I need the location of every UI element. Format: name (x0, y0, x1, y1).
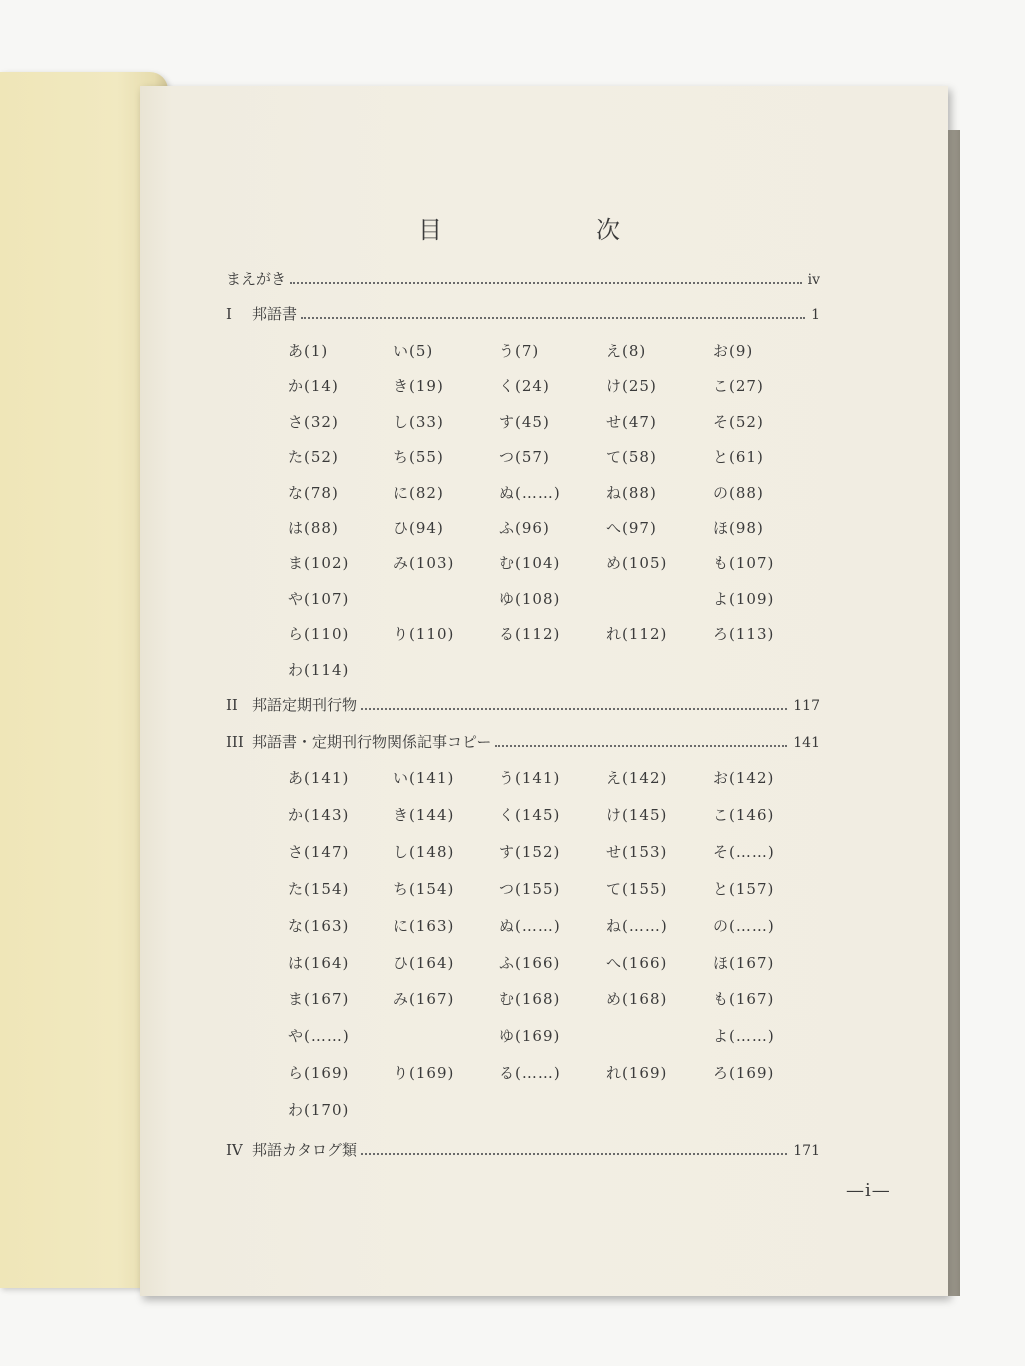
index-entry: る(112) (499, 625, 561, 644)
index-entry: て(155) (606, 879, 668, 898)
index-entry: や(……) (288, 1027, 350, 1046)
index-entry: む(168) (499, 990, 561, 1009)
index-entry: ち(154) (393, 879, 455, 898)
section-label: 邦語カタログ類 (252, 1141, 358, 1159)
index-entry: ゆ(108) (499, 589, 561, 608)
index-entry: る(……) (499, 1064, 561, 1083)
index-entry: す(45) (499, 412, 550, 431)
index-entry: よ(……) (713, 1027, 775, 1046)
index-entry: さ(32) (288, 412, 339, 431)
index-entry: ろ(113) (713, 625, 775, 644)
index-entry: お(142) (713, 769, 775, 787)
section-page: 141 (793, 735, 820, 751)
index-entry: め(105) (606, 554, 668, 573)
index-entry: そ(……) (713, 842, 775, 861)
index-entry: も(107) (713, 554, 775, 573)
page-edge (946, 130, 960, 1296)
index-entry: こ(146) (713, 805, 775, 824)
index-entry: ろ(169) (713, 1064, 775, 1083)
toc-title-char-2: 次 (596, 216, 620, 244)
index-entry: な(163) (288, 916, 350, 935)
section-label: 邦語定期刊行物 (252, 696, 358, 714)
index-entry: お(9) (713, 342, 754, 360)
index-entry: け(145) (606, 805, 668, 824)
index-entry: あ(1) (288, 342, 329, 360)
section-number: II (226, 696, 238, 714)
index-entry: よ(109) (713, 589, 775, 608)
page-number-footer: —i— (846, 1180, 891, 1201)
toc-title-char-1: 目 (418, 216, 444, 244)
index-entry: へ(166) (606, 953, 668, 972)
index-entry: わ(170) (288, 1101, 350, 1120)
toc-row-section-2 (226, 694, 820, 715)
index-entry: の(……) (713, 916, 775, 935)
section-number: IV (226, 1141, 243, 1159)
preface-label: まえがき (226, 270, 287, 288)
section-number: I (226, 305, 232, 323)
index-entry: し(148) (393, 842, 455, 861)
index-entry: い(5) (393, 342, 434, 360)
index-entry: ゆ(169) (499, 1027, 561, 1046)
dot-leader (361, 1153, 787, 1155)
index-entry: う(141) (499, 769, 561, 787)
section-label: 邦語書・定期刊行物関係記事コピー (252, 733, 492, 751)
index-entry: て(58) (606, 448, 657, 467)
index-entry: む(104) (499, 554, 561, 573)
index-entry: つ(57) (499, 448, 550, 467)
index-entry: り(110) (393, 625, 455, 644)
index-entry: は(164) (288, 953, 350, 972)
index-entry: き(19) (393, 377, 444, 396)
index-entry: す(152) (499, 842, 561, 861)
index-entry: た(52) (288, 448, 339, 467)
index-entry: い(141) (393, 769, 455, 787)
index-entry: め(168) (606, 990, 668, 1009)
index-entry: こ(27) (713, 377, 764, 396)
index-entry: れ(169) (606, 1064, 668, 1083)
index-entry: ひ(94) (393, 519, 444, 537)
index-entry: ひ(164) (393, 953, 455, 972)
index-entry: ふ(166) (499, 953, 561, 972)
index-entry: か(143) (288, 805, 350, 824)
index-entry: え(8) (606, 342, 647, 360)
index-entry: あ(141) (288, 769, 350, 787)
index-entry: れ(112) (606, 625, 668, 644)
index-entry: り(169) (393, 1064, 455, 1083)
toc-row-section-1 (226, 303, 820, 324)
section-label: 邦語書 (252, 305, 298, 323)
toc-row-section-3 (226, 731, 820, 752)
index-entry: ち(55) (393, 448, 444, 467)
index-entry: か(14) (288, 377, 339, 396)
index-entry: し(33) (393, 412, 444, 431)
preface-page: iv (807, 272, 820, 288)
section-page: 117 (793, 698, 820, 714)
index-entry: な(78) (288, 483, 339, 502)
index-entry: と(157) (713, 879, 775, 898)
index-entry: そ(52) (713, 412, 764, 431)
index-entry: の(88) (713, 483, 764, 502)
index-entry: せ(153) (606, 842, 668, 861)
index-entry: ふ(96) (499, 519, 550, 537)
index-entry: く(24) (499, 377, 550, 396)
index-entry: ら(110) (288, 625, 350, 644)
index-entry: み(167) (393, 990, 455, 1009)
dot-leader (495, 745, 787, 747)
index-entry: わ(114) (288, 660, 350, 679)
dot-leader (290, 282, 802, 284)
index-entry: え(142) (606, 769, 668, 787)
index-entry: け(25) (606, 377, 657, 396)
index-entry: に(82) (393, 483, 444, 502)
dot-leader (301, 317, 805, 319)
index-entry: き(144) (393, 805, 455, 824)
index-entry: ま(167) (288, 990, 350, 1009)
dot-leader (361, 708, 787, 710)
index-entry: ら(169) (288, 1064, 350, 1083)
index-entry: さ(147) (288, 842, 350, 861)
section-number: III (226, 733, 244, 751)
index-entry: と(61) (713, 448, 764, 467)
index-entry: せ(47) (606, 412, 657, 431)
index-entry: ほ(167) (713, 953, 775, 972)
toc-row-preface (226, 268, 820, 289)
index-entry: た(154) (288, 879, 350, 898)
index-entry: や(107) (288, 589, 350, 608)
section-page: 171 (793, 1143, 820, 1159)
index-entry: く(145) (499, 805, 561, 824)
index-entry: ね(……) (606, 916, 668, 935)
index-entry: は(88) (288, 519, 339, 537)
index-entry: ま(102) (288, 554, 350, 573)
toc-row-section-4 (226, 1139, 820, 1160)
index-entry: も(167) (713, 990, 775, 1009)
index-entry: に(163) (393, 916, 455, 935)
index-entry: ね(88) (606, 483, 657, 502)
index-entry: つ(155) (499, 879, 561, 898)
index-entry: ほ(98) (713, 519, 764, 537)
section-page: 1 (811, 307, 820, 323)
index-entry: ぬ(……) (499, 916, 561, 935)
index-entry: う(7) (499, 342, 540, 360)
index-entry: へ(97) (606, 519, 657, 537)
index-entry: ぬ(……) (499, 483, 561, 502)
index-entry: み(103) (393, 554, 455, 573)
